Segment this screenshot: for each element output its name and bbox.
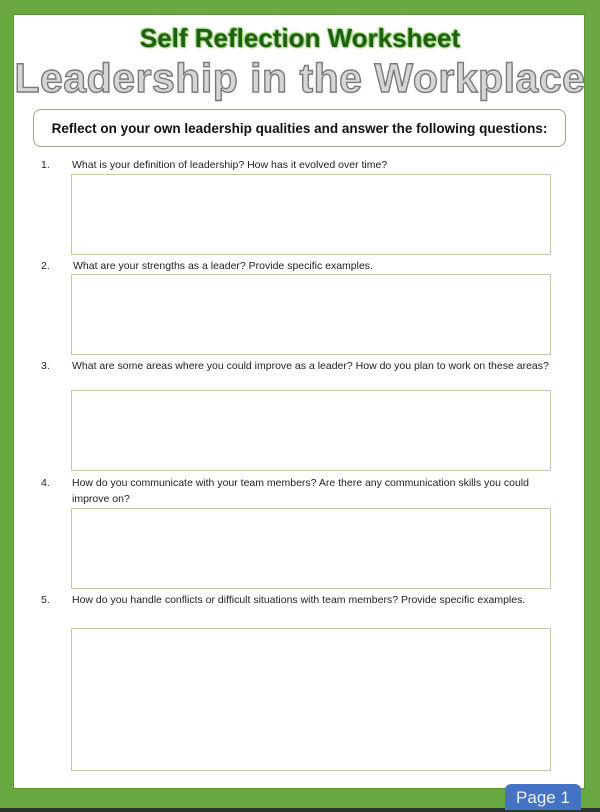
question-text-2: What are your strengths as a leader? Provide specific examples. <box>73 260 373 272</box>
question-number-2: 2. <box>41 260 50 272</box>
instruction-text: Reflect on your own leadership qualities and answer the following questions: <box>51 120 548 136</box>
question-number-1: 1. <box>41 159 50 171</box>
question-text-5: How do you handle conflicts or difficult situations with team members? Provide specific examples. <box>72 594 526 606</box>
answer-box-5[interactable] <box>71 628 551 771</box>
question-text-1: What is your definition of leadership? How has it evolved over time? <box>72 159 388 171</box>
question-text-3: What are some areas where you could improve as a leader? How do you plan to work on these areas? <box>72 360 549 372</box>
question-number-5: 5. <box>41 594 50 606</box>
worksheet-title: Leadership in the Workplace <box>14 55 586 101</box>
page-number-badge: Page 1 <box>505 784 581 810</box>
worksheet-heading: Self Reflection Worksheet <box>139 23 461 53</box>
instruction-box <box>33 109 566 147</box>
answer-box-3[interactable] <box>71 390 551 471</box>
answer-box-4[interactable] <box>71 508 551 589</box>
answer-box-2[interactable] <box>71 274 551 355</box>
question-text-4: How do you communicate with your team members? Are there any communication skills you could improve on? <box>72 477 529 505</box>
question-number-3: 3. <box>41 360 50 372</box>
question-number-4: 4. <box>41 477 50 489</box>
answer-box-1[interactable] <box>71 174 551 255</box>
